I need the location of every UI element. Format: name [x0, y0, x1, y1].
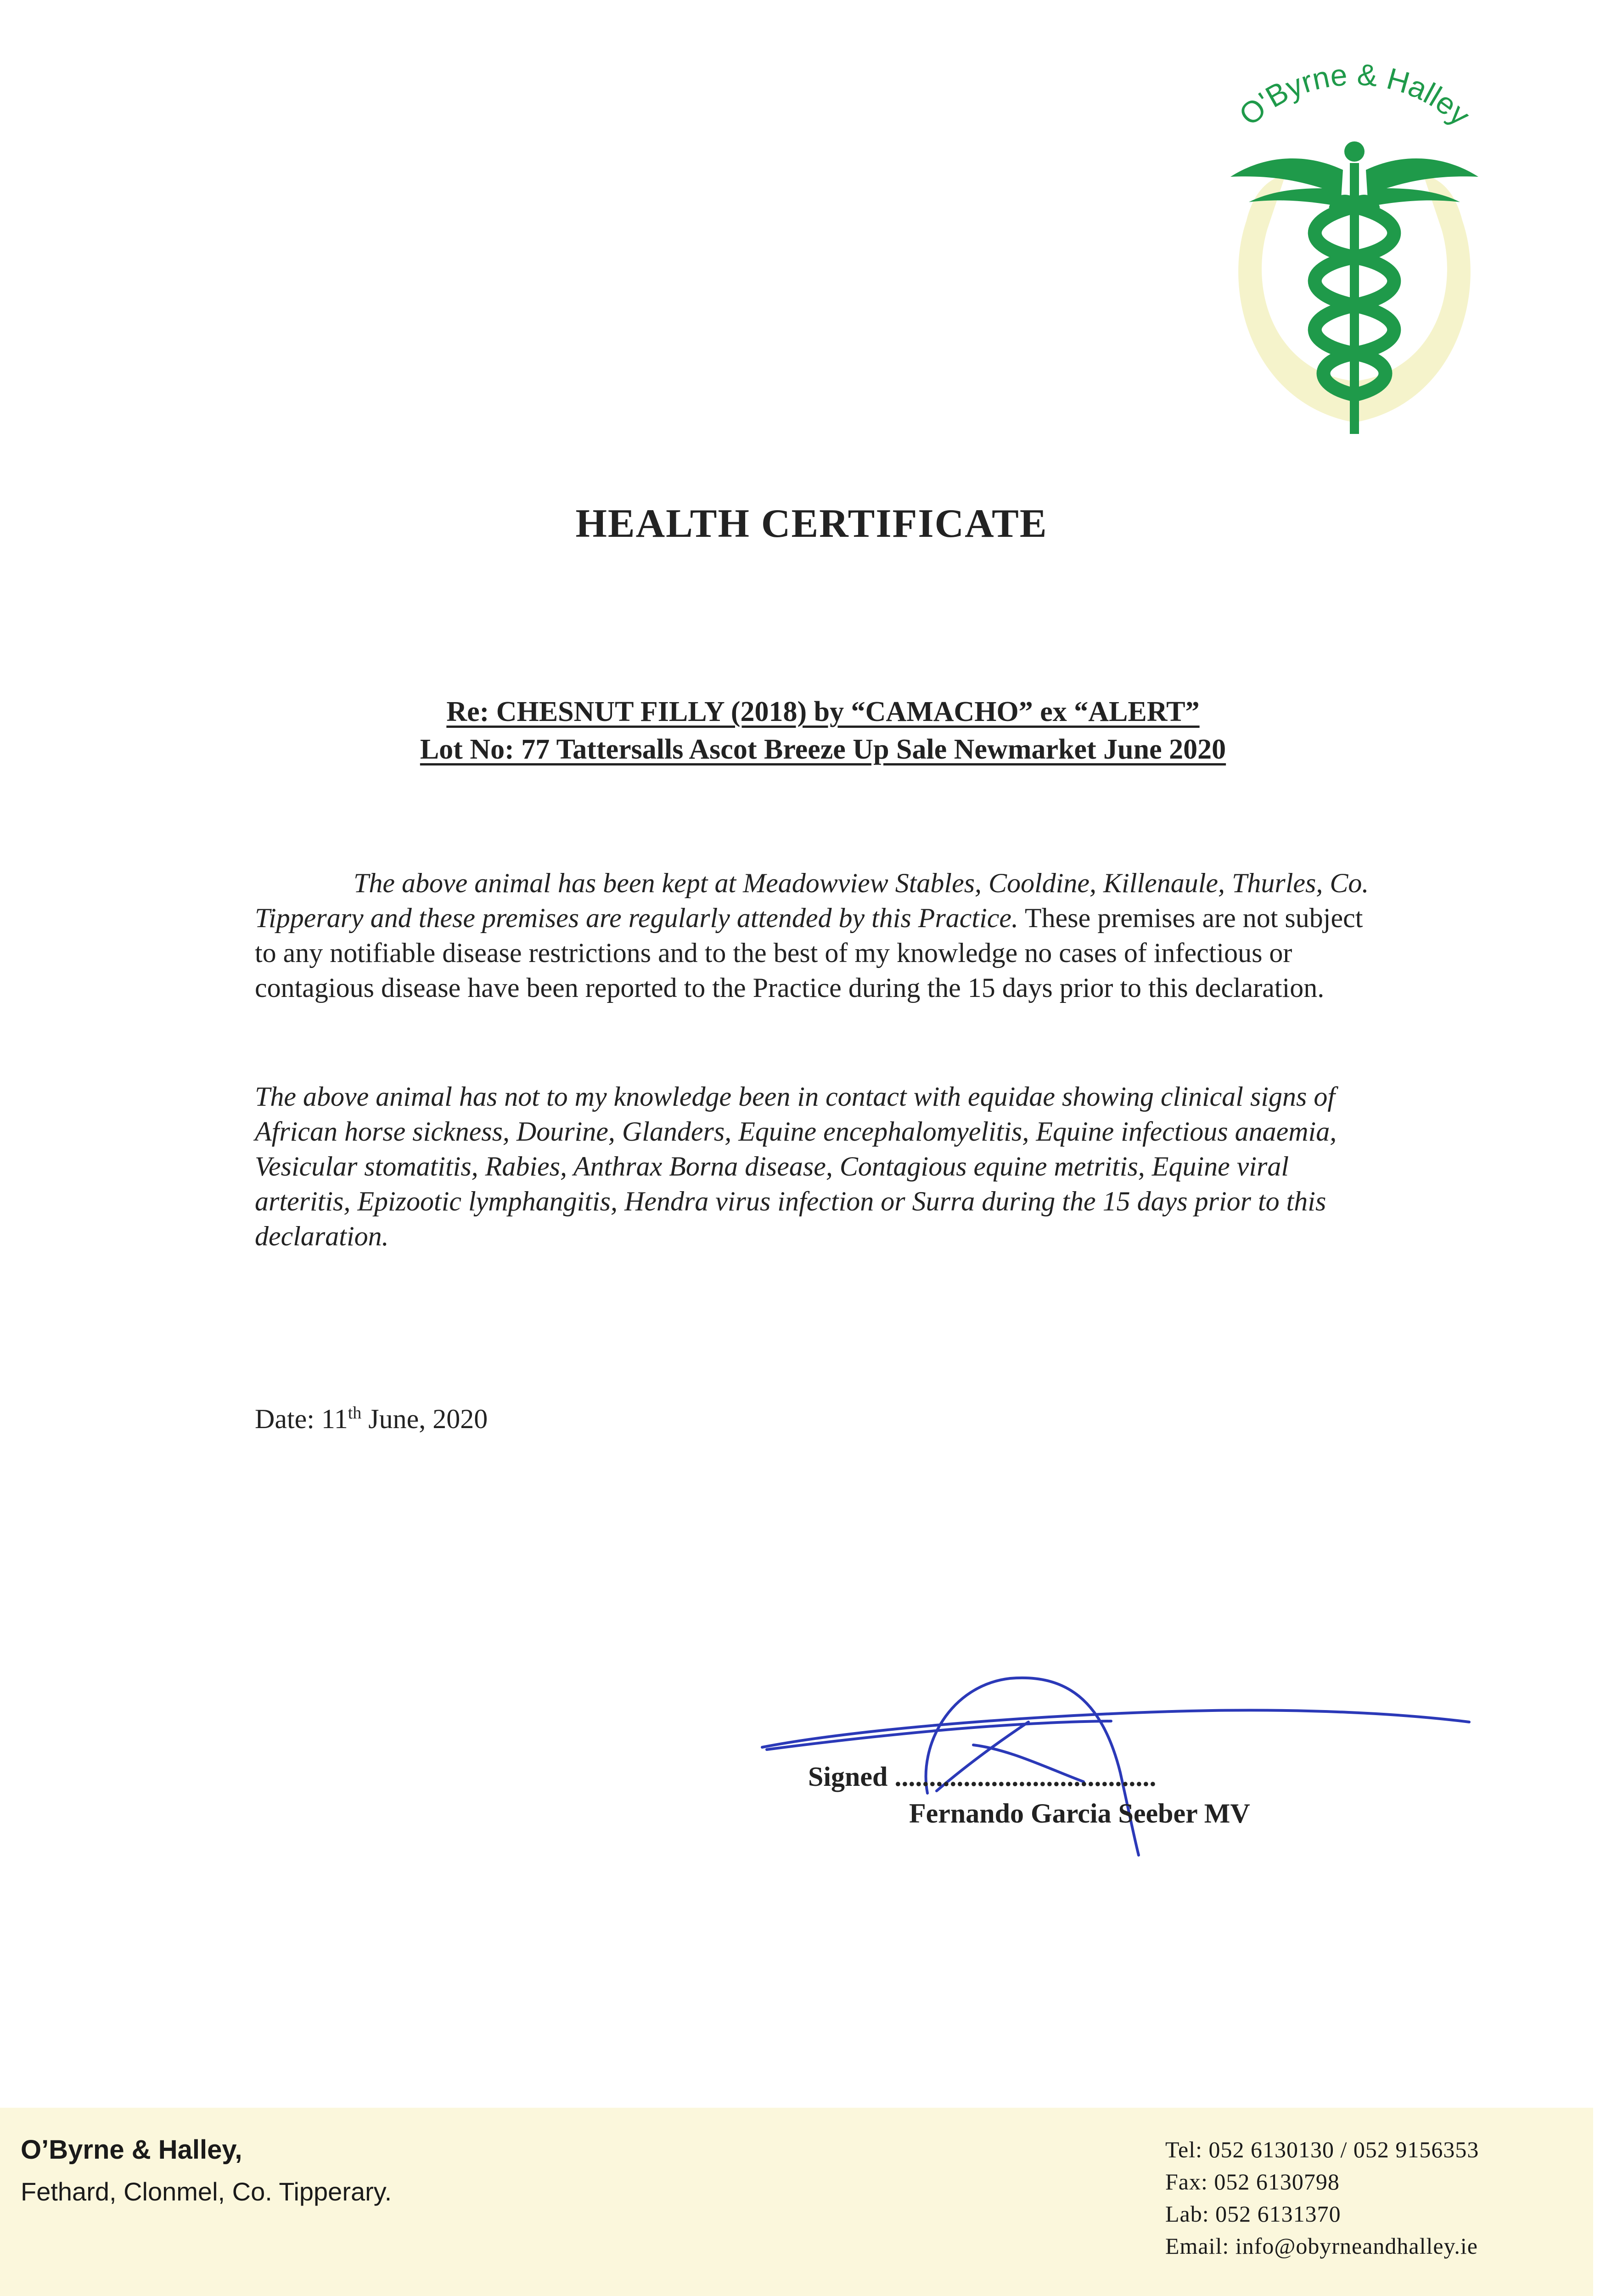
caduceus-logo-icon	[1185, 55, 1524, 459]
signed-label: Signed ......................................	[808, 1761, 1157, 1792]
premises-statement: The above animal has been kept at Meadowview Stables, Cooldine, Killenaule, Thurles, Co. Tipperary and these premises are regularly attended by this Practice.	[255, 868, 1369, 933]
lot-line: Lot No: 77 Tattersalls Ascot Breeze Up Sale Newmarket June 2020	[420, 734, 1226, 765]
fax: Fax: 052 6130798	[1165, 2169, 1340, 2195]
premises-paragraph	[255, 866, 1375, 1005]
disease-statement: These premises are not subject to any notifiable disease restrictions and to the best of my knowledge no cases of infectious or contagious disease have been reported to the Practice during the 15 days prior to this declaration.	[255, 903, 1363, 1003]
lab-phone: Lab: 052 6131370	[1165, 2201, 1341, 2227]
firm-name: O’Byrne & Halley,	[21, 2135, 242, 2165]
subject-line: Re: CHESNUT FILLY (2018) by “CAMACHO” ex “ALERT”	[446, 696, 1200, 727]
telephone: Tel: 052 6130130 / 052 9156353	[1165, 2137, 1479, 2162]
signer-name: Fernando Garcia Seeber MV	[909, 1798, 1250, 1829]
svg-text:O'Byrne & Halley	[1232, 57, 1477, 132]
logo-text: O'Byrne & Halley	[1232, 57, 1477, 132]
document-title: HEALTH CERTIFICATE	[575, 501, 1048, 546]
firm-address: Fethard, Clonmel, Co. Tipperary.	[21, 2177, 392, 2206]
email-address: Email: info@obyrneandhalley.ie	[1165, 2233, 1478, 2259]
date-line: Date: 11th June, 2020	[255, 1403, 488, 1434]
contact-declaration-paragraph: The above animal has not to my knowledge been in contact with equidae showing clinical signs of African horse sickness, Dourine, Glanders, Equine encephalomyelitis, Equine infectious anaemia, Vesicular stomatitis, Rabies, Anthrax Borna disease, Contagious equine metritis, Equine viral arteritis, Epizootic lymphangitis, Hendra virus infection or Surra during the 15 days prior to this declaration.	[255, 1081, 1337, 1251]
